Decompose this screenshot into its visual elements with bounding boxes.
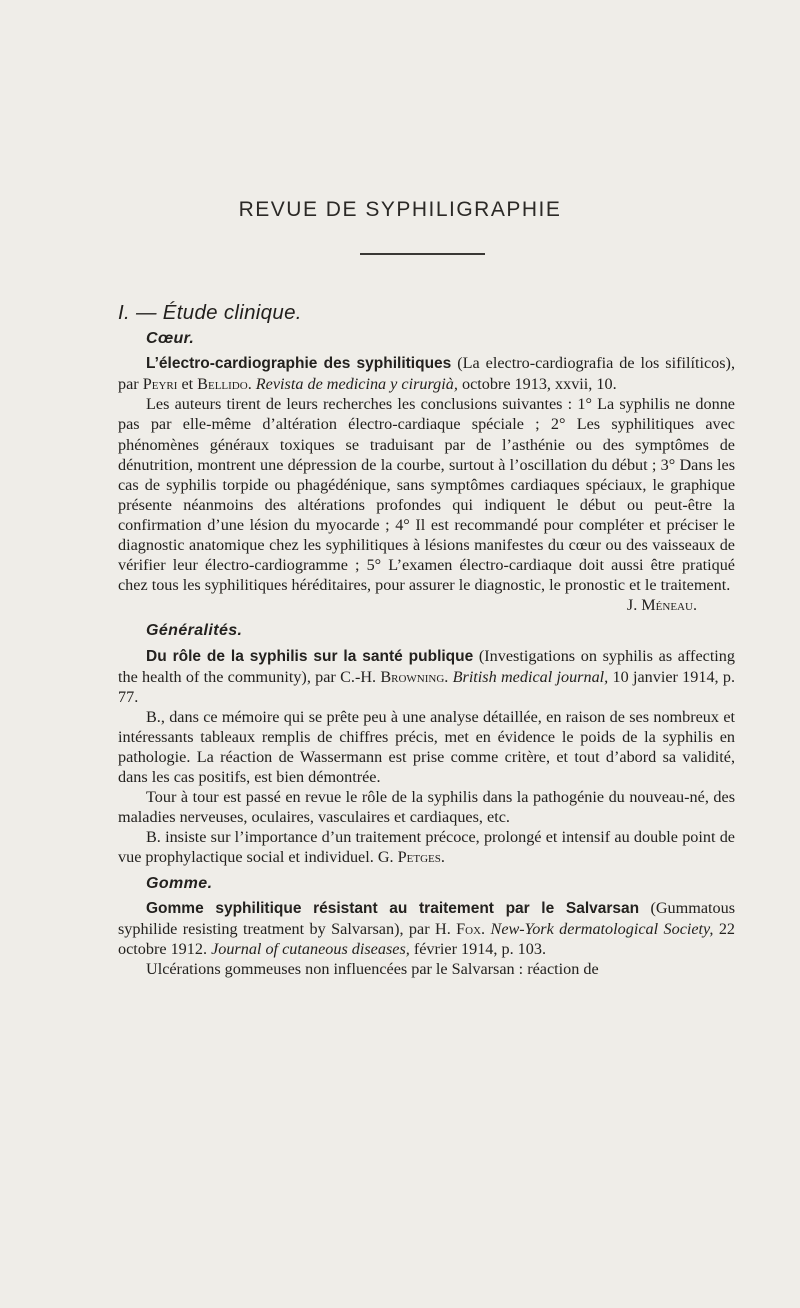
article-body [118,303,735,979]
citation-text: . [481,919,491,938]
subheading-gomme: Gomme. [146,874,213,892]
page-header: REVUE DE SYPHILIGRAPHIE [238,198,562,221]
signature: G. Petges. [377,848,445,867]
author-name: C.-H. Browning [340,667,445,686]
article-title: L’électro-cardiographie des syphilitiques [146,355,452,373]
signature: J. Méneau. [626,596,697,615]
article-title: Du rôle de la syphilis sur la santé publique [146,647,474,665]
citation-text: février 1914, p. 103. [409,939,547,958]
citation-text: (Investigations on syphilis as affecting the health of the community), par [118,646,735,686]
header-rule [360,253,485,255]
citation-coeur [118,353,735,394]
paragraph: B. insiste sur l’importance d’un traitement précoce, prolongé et intensif au double point de vue prophylactique social et individuel. G. Petges. [118,828,735,867]
paragraph: Tour à tour est passé en revue le rôle de la syphilis dans la pathogénie du nouveau-né, des maladies nerveuses, oculaires, vasculaires et cardiaques, etc. [118,788,735,827]
citation-text: (Gummatous syphilide resisting treatment by Salvarsan), par [118,898,735,938]
citation-text: 10 janvier 1914, p. 77. [118,667,736,706]
citation-text: octobre 1913, xxvii, 10. [457,375,617,394]
author-name: H. Fox [435,919,482,938]
article-title: Gomme syphilitique résistant au traitement par le Salvarsan [146,899,640,917]
paragraph: B., dans ce mémoire qui se prête peu à une analyse détaillée, en raison de ses nombreux et intéressants tableaux remplis de chiffres précis, met en évidence le poids de la syphilis en pathologie. La réaction de Wassermann est prise comme critère, et tout d’abord sa validité, dans les cas positifs, est bien démontrée. [118,707,735,787]
citation-text: (La electro-cardiografia de los sifilíticos), par [118,354,735,394]
citation-text: et [177,375,198,394]
journal-name: Journal of cutaneous diseases, [211,939,410,958]
citation-text: . [444,667,453,686]
citation-gomme [118,898,735,959]
citation-text: . [247,375,256,394]
paragraph: Ulcérations gommeuses non influencées par le Salvarsan : réaction de [146,959,599,978]
section-title: I. — Étude clinique. [118,301,302,324]
author-name: Bellido [197,375,248,394]
author-name: Peyri [142,375,178,394]
journal-name: New-York dermatological Society, [490,919,714,938]
paragraph: Les auteurs tirent de leurs recherches les conclusions suivantes : 1° La syphilis ne donne pas par elle-même d’altération électro-cardiaque spéciale ; 2° Les syphilitiques avec phénomènes généraux toxiques se traduisant par de l’asthénie ou des symptômes de dénutrition, montrent une dépression de la courbe, surtout à l’oscillation du début ; 3° Dans les cas de syphilis torpide ou phagédénique, sans symptômes cardiaques spéciaux, le graphique présente néanmoins des altérations profondes qui indiquent le début ou peut-être la confirmation d’une lésion du myocarde ; 4° Il est recommandé pour compléter et préciser le diagnostic anatomique chez les syphilitiques à lésions manifestes du cœur ou des vaisseaux de vérifier leur électro-cardiogramme ; 5° L’examen électro-cardiaque doit aussi être pratiqué chez tous les syphilitiques héréditaires, pour assurer le diagnostic, le pronostic et le traitement. [118,395,735,595]
journal-name: Revista de medicina y cirurgià, [255,375,458,394]
subheading-generalites: Généralités. [146,622,243,640]
subheading-coeur: Cœur. [146,330,195,348]
citation-generalites [118,646,735,707]
citation-text: 22 octobre 1912. [118,919,736,958]
journal-name: British medical journal, [452,667,609,686]
